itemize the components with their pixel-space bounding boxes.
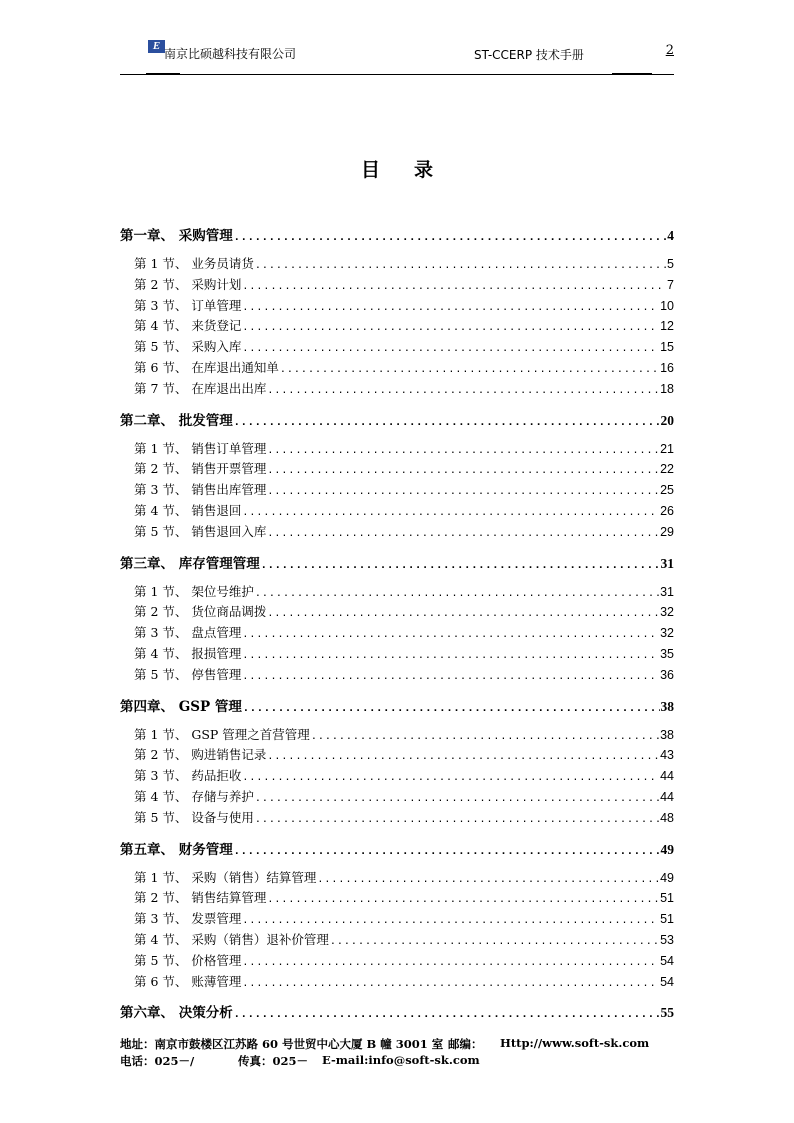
toc-leader-dots [242,957,659,968]
page-number: 2 [665,43,674,58]
toc-leader-dots [242,650,659,661]
toc-leader-dots [255,814,659,825]
toc-leader-dots [255,793,659,804]
toc-chapter-page: 49 [660,841,674,857]
toc-section-page: 29 [660,524,674,539]
toc-section-label: 第 5 节、 价格管理 [134,952,242,968]
toc-section-entry[interactable] [120,766,674,787]
toc-leader-dots [242,629,659,640]
toc-section-label: 第 4 节、 采购（销售）退补价管理 [134,931,329,947]
toc-leader-dots [242,281,666,292]
toc-section-entry[interactable] [120,501,674,522]
toc-chapter-entry[interactable] [120,224,674,245]
toc-section-page: 51 [660,912,674,927]
toc-leader-dots [242,507,659,518]
toc-section-entry[interactable] [120,379,674,400]
toc-section-label: 第 2 节、 购进销售记录 [134,747,267,763]
toc-section-entry[interactable] [120,888,674,909]
toc-section-label: 第 7 节、 在库退出出库 [134,380,267,396]
toc-section-entry[interactable] [120,808,674,829]
toc-section-entry[interactable] [120,745,674,766]
toc-leader-dots [255,260,666,271]
toc-leader-dots [234,846,660,857]
toc-section-page: 16 [660,360,674,375]
toc-chapter-label: 第四章、 GSP 管理 [120,698,242,715]
page-footer [120,1036,680,1070]
toc-section-entry[interactable] [120,358,674,379]
page-title: 目录 [360,159,467,181]
toc-section-entry[interactable] [120,725,674,746]
toc-section-label: 第 1 节、 销售订单管理 [134,440,267,456]
toc-section-page: 48 [660,810,674,825]
toc-section-page: 53 [660,932,674,947]
toc-chapter-entry[interactable] [120,695,674,716]
toc-chapter-entry[interactable] [120,409,674,430]
toc-section-label: 第 2 节、 货位商品调拨 [134,604,267,620]
toc-section-page: 44 [660,769,674,784]
company-name: 南京比硕越科技有限公司 [164,47,297,61]
toc-leader-dots [242,302,659,313]
toc-chapter-label: 第一章、 采购管理 [120,228,233,244]
toc-section-page: 15 [660,340,674,355]
toc-section-page: 49 [660,870,674,885]
toc-leader-dots [234,1009,660,1020]
toc-section-label: 第 3 节、 订单管理 [134,297,242,313]
toc-leader-dots [234,232,667,243]
toc-section-entry[interactable] [120,665,674,686]
toc-leader-dots [243,703,660,714]
toc-leader-dots [242,343,659,354]
toc-leader-dots [267,528,659,539]
toc-section-page: 51 [660,891,674,906]
toc-leader-dots [267,608,659,619]
toc-section-page: 35 [660,646,674,661]
toc-chapter-label: 第五章、 财务管理 [120,841,233,858]
toc-leader-dots [255,588,659,599]
toc-leader-dots [267,894,659,905]
toc-section-label: 第 5 节、 销售退回入库 [134,523,267,539]
toc-section-label: 第 4 节、 存储与养护 [134,788,254,804]
toc-chapter-page: 20 [660,412,674,428]
toc-chapter-page: 38 [660,698,674,714]
toc-section-page: 31 [660,584,674,599]
toc-section-entry[interactable] [120,951,674,972]
toc-section-entry[interactable] [120,582,674,603]
toc-section-entry[interactable] [120,522,674,543]
toc-section-page: 5 [667,257,674,271]
company-logo: E [148,40,165,53]
toc-section-label: 第 3 节、 销售出库管理 [134,482,267,498]
toc-section-page: 38 [660,727,674,742]
toc-chapter-label: 第三章、 库存管理管理 [120,555,260,572]
toc-leader-dots [267,445,659,456]
toc-leader-dots [267,486,659,497]
toc-section-entry[interactable] [120,337,674,358]
toc-section-label: 第 2 节、 销售开票管理 [134,461,267,477]
toc-leader-dots [242,671,659,682]
toc-section-page: 54 [660,953,674,968]
footer-fax: 传真：025－ [238,1054,309,1068]
footer-website: Http://www.soft-sk.com [500,1036,650,1050]
toc-chapter-label: 第二章、 批发管理 [120,412,233,429]
toc-section-label: 第 5 节、 采购入库 [134,339,242,355]
toc-chapter-entry[interactable] [120,838,674,859]
toc-section-page: 12 [660,319,674,334]
toc-chapter-entry[interactable] [120,1001,674,1022]
toc-leader-dots [267,385,659,396]
toc-chapter-page: 55 [660,1005,674,1021]
toc-section-page: 10 [660,298,674,313]
header-rule-accent-right [612,73,652,75]
toc-leader-dots [261,560,660,571]
toc-chapter-entry[interactable] [120,552,674,573]
toc-leader-dots [330,936,659,947]
toc-leader-dots [242,322,659,333]
toc-leader-dots [242,772,659,783]
toc-section-label: 第 1 节、 架位号维护 [134,583,254,599]
toc-section-page: 7 [667,277,674,292]
toc-section-label: 第 2 节、 采购计划 [134,276,242,292]
toc-section-page: 21 [660,441,674,456]
toc-leader-dots [267,751,659,762]
toc-section-page: 36 [660,667,674,682]
toc-leader-dots [311,731,659,742]
toc-section-label: 第 4 节、 报损管理 [134,645,242,661]
toc-section-page: 32 [660,626,674,641]
header-rule-accent-left [146,73,180,75]
toc-section-entry[interactable] [120,439,674,460]
toc-section-entry[interactable] [120,930,674,951]
footer-email: E-mail:info@soft-sk.com [322,1053,480,1067]
toc-leader-dots [234,417,660,428]
footer-postcode: 邮编： [448,1037,483,1051]
toc-section-page: 44 [660,789,674,804]
toc-section-page: 32 [660,605,674,620]
toc-section-entry[interactable] [120,296,674,317]
toc-section-entry[interactable] [120,254,674,275]
toc-section-page: 26 [660,503,674,518]
toc-section-label: 第 5 节、 设备与使用 [134,809,254,825]
footer-address: 地址：南京市鼓楼区江苏路 60 号世贸中心大厦 B 幢 3001 室 [120,1037,444,1051]
toc-section-page: 43 [660,748,674,763]
toc-leader-dots [242,978,659,989]
page-header [120,40,674,76]
toc-section-label: 第 2 节、 销售结算管理 [134,890,267,906]
toc-section-entry[interactable] [120,316,674,337]
toc-section-page: 54 [660,974,674,989]
toc-leader-dots [267,465,659,476]
toc-chapter-page: 31 [660,555,674,571]
manual-title: ST-CCERP 技术手册 [474,48,584,62]
toc-section-entry[interactable] [120,623,674,644]
toc-leader-dots [280,364,659,375]
header-rule [120,74,674,75]
toc-chapter-page: 4 [667,228,674,243]
toc-section-label: 第 5 节、 停售管理 [134,666,242,682]
toc-section-entry[interactable] [120,459,674,480]
toc-section-page: 25 [660,483,674,498]
toc-leader-dots [242,915,659,926]
toc-section-label: 第 3 节、 盘点管理 [134,625,242,641]
toc-section-label: 第 3 节、 药品拒收 [134,768,242,784]
toc-section-entry[interactable] [120,275,674,296]
toc-section-entry[interactable] [120,602,674,623]
table-of-contents [120,224,674,1022]
toc-section-page: 22 [660,462,674,477]
toc-section-entry[interactable] [120,644,674,665]
toc-section-label: 第 1 节、 业务员请货 [134,256,254,271]
toc-section-label: 第 1 节、 GSP 管理之首营管理 [134,726,310,742]
footer-phone: 电话：025－/ [120,1054,195,1068]
toc-section-entry[interactable] [120,972,674,993]
toc-section-page: 18 [660,381,674,396]
toc-section-label: 第 6 节、 在库退出通知单 [134,359,279,375]
toc-section-label: 第 4 节、 来货登记 [134,318,242,334]
toc-section-label: 第 6 节、 账薄管理 [134,973,242,989]
toc-section-entry[interactable] [120,909,674,930]
toc-section-entry[interactable] [120,787,674,808]
toc-section-label: 第 1 节、 采购（销售）结算管理 [134,869,317,885]
toc-section-label: 第 4 节、 销售退回 [134,502,242,518]
toc-section-label: 第 3 节、 发票管理 [134,911,242,927]
toc-leader-dots [317,874,659,885]
toc-section-entry[interactable] [120,868,674,889]
toc-section-entry[interactable] [120,480,674,501]
toc-chapter-label: 第六章、 决策分析 [120,1005,233,1022]
